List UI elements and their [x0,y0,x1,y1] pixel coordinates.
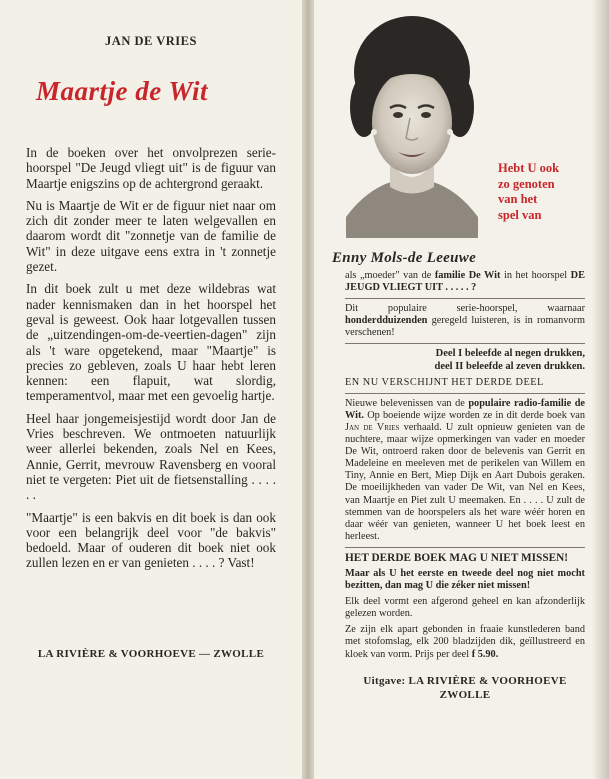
divider [345,547,585,548]
text-run-bold: honderdduizenden [345,315,428,327]
text-run-bold: familie De Wit [434,270,501,281]
text-run: Nieuwe belevenissen van de [345,397,469,409]
publisher-imprint-right [345,674,585,702]
left-paragraph-3: In dit boek zult u met deze wildebras wat nader kennismaken dan in het hoorspel het geval is geweest. Ook haar lotgevallen tussen de „uitzendingen-om-de-veertien-dagen" zijn als 't ware opgetekend, maar "Maartje" is precies zo gebleven, zoals U haar hebt leren kennen: een flapuit, wat slordig, temperamentvol, maar met een gevoelig hartje. [26,281,276,404]
tagline-line: zo genoten [498,176,555,191]
divider [345,298,585,299]
right-paragraph-2 [345,303,585,339]
text-run-bold: DE JEUGD VLIEGT UIT . . . . . ? [345,270,585,294]
text-run-smallcaps: Jan de Vries [345,421,400,433]
edition-line-1: Deel I beleefde al negen drukken, [435,348,585,360]
tagline-line: spel van [498,207,542,222]
text-run: als „moeder" van de [345,270,435,281]
right-paragraph-5 [345,624,585,660]
right-paragraph-4: Elk deel vormt een afgerond geheel en kan afzonderlijk gelezen worden. [345,596,585,620]
right-description [345,270,585,665]
publisher-imprint-left: LA RIVIÈRE & VOORHOEVE — ZWOLLE [37,648,265,660]
left-paragraph-5: "Maartje" is een bakvis en dit boek is dan ook voor een belangrijk deel voor "de bakvis" bedoeld. Maar of ouderen dit boek niet ook zullen lezen en er van genieten . . . . ? Vast! [26,509,276,571]
edition-line-2: deel II beleefde al zeven drukken. [434,360,585,372]
price: f 5.90. [471,648,499,660]
left-paragraph-1: In de boeken over het onvolprezen serie-hoorspel "De Jeugd vliegt uit" is de figuur van Maartje enigszins op de achtergrond geraakt. [26,145,276,191]
author-name: JAN DE VRIES [105,34,197,48]
text-run-bold: populaire radio-familie de Wit. [345,397,585,421]
tagline-line: van het [498,192,538,206]
tagline [498,161,598,223]
portrait-photo [346,12,478,238]
text-run: in het hoorspel [500,270,571,281]
performer-name: Enny Mols-de Leeuwe [332,250,477,266]
text-run: Op boeiende wijze worden ze in dit derde boek van [363,409,585,421]
divider [345,343,585,344]
text-run: verhaald. U zult opnieuw genieten van de nuchtere, maar wijze opmerkingen van vader en moeder De Wit, ontroerd raken door de belevenis van Gerrit en Madeleine en meeleven met de perikelen van Willem en Tiny, Annie en Bert, Miep Dijk en Aart Dubois geraken. De moeilijkheden van vader De Wit, van Nel en Kees, van Maartje en Piet zult U meemaken. En . . . . U zult de stemmen van de hoorspelers als het ware wéér horen en daar wéér van genieten, wanneer U het boek leest en herleest. [345,421,585,542]
tagline-line: Hebt U ook [498,161,560,175]
right-paragraph-3 [345,398,585,543]
left-paragraph-4: Heel haar jongemeisjestijd wordt door Jan de Vries beschreven. We ontmoeten natuurlijk weer allerlei bekenden, zoals Nel en Kees, Annie, Gerrit, mevrouw Ravensberg en vooral niet te vergeten: Piet uit de fietsenstalling . . . . . . [26,410,276,503]
book-gutter [302,0,314,779]
text-run: Dit populaire serie-hoorspel, waarnaar [345,303,585,315]
divider [345,393,585,394]
left-description [26,145,276,578]
page-edge [592,0,609,779]
text-run: geregeld luisteren, is in romanvorm verschenen! [345,315,585,339]
third-part-line: EN NU VERSCHIJNT HET DERDE DEEL [345,376,544,388]
publisher-city: ZWOLLE [439,689,491,701]
book-title: Maartje de Wit [36,76,209,106]
section-heading: HET DERDE BOEK MAG U NIET MISSEN! [345,551,569,564]
right-bold-paragraph: Maar als U het eerste en tweede deel nog niet mocht bezitten, dan mag U die zéker niet missen! [345,567,585,592]
left-paragraph-2: Nu is Maartje de Wit er de figuur niet naar om zich dit zonder meer te laten welgevallen en daarom wordt dit "zonnetje van de familie de Wit" in deze uitgave eens extra in 't zonnetje gezet. [26,197,276,275]
text-run: Ze zijn elk apart gebonden in fraaie kunstlederen band met stofomslag, elk 200 bladzijden dik, geïllustreerd en kloek van vorm. Prijs per deel [345,624,585,660]
right-paragraph-1 [345,270,585,294]
publisher-line: Uitgave: LA RIVIÈRE & VOORHOEVE [363,675,567,687]
